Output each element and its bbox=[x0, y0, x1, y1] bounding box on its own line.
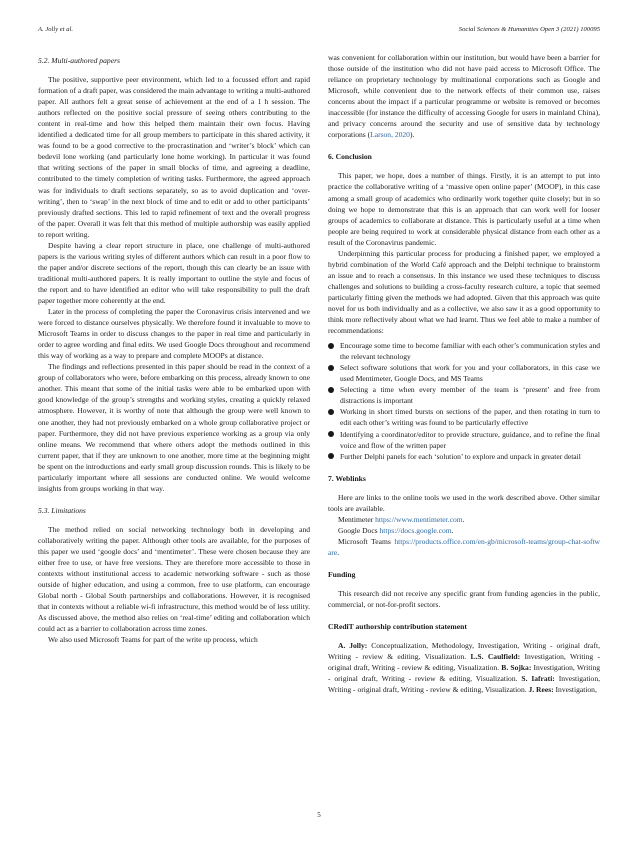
section-5-3-heading: 5.3. Limitations bbox=[38, 505, 86, 515]
weblink-mentimeter: Mentimeter https://www.mentimeter.com. bbox=[338, 514, 465, 524]
header-authors: A. Jolly et al. bbox=[38, 26, 73, 33]
google-docs-link[interactable]: https://docs.google.com bbox=[379, 525, 452, 535]
funding-heading: Funding bbox=[328, 569, 356, 579]
right-column bbox=[328, 52, 600, 695]
credit-heading: CRediT authorship contribution statement bbox=[328, 622, 467, 632]
weblink-google-docs: Google Docs https://docs.google.com. bbox=[338, 525, 454, 535]
page-number: 5 bbox=[317, 811, 321, 819]
list-item: Selecting a time when every member of the team is ‘present’ and free from distractions is important bbox=[328, 384, 600, 406]
credit-statement: A. Jolly: Conceptualization, Methodology, Investigation, Writing - original draft, Writing - review & editing, Visualization. L.S. Caulfield: Investigation, Writing - original draft, Writing - review & editing, Visualization. B. Sojka: Investigation, Writing - original draft, Writing - review & editing, Visualization. S. Iafrati: Investigation, Writing - original draft, Writing - review & editing, Visualization. J. Rees: Investigation, bbox=[328, 641, 601, 695]
paragraph: Here are links to the online tools we used in the work described above. Other similar tools are available. bbox=[328, 492, 600, 513]
bullet-icon bbox=[328, 431, 334, 437]
recommendations-list bbox=[328, 340, 600, 462]
ms-teams-link[interactable]: https://products.office.com/en-gb/microsoft-teams/group-chat-software bbox=[328, 536, 600, 557]
header-journal: Social Sciences & Humanities Open 3 (2021) 100095 bbox=[458, 26, 600, 33]
paragraph: This paper, we hope, does a number of things. Firstly, it is an attempt to put into practice the collaborative writing of a ‘massive open online paper’ (MOOP), in this case among a small group of academics who ordinarily work together quite closely; but in so doing we hope to demonstrate that this is an approach that can work well for looser groups of academics to collaborate at distance. This is particularly useful at a time when people are being required to work at considerable physical distance from each other as a result of the Coronavirus pandemic. bbox=[328, 171, 600, 247]
paragraph: This research did not receive any specific grant from funding agencies in the public, commercial, or not-for-profit sectors. bbox=[328, 589, 600, 610]
paragraph: Underpinning this particular process for producing a finished paper, we employed a hybrid combination of the World Café approach and the Delphi technique to brainstorm an issue and to reach a consensus. In this instance we used these techniques to discuss challenges and solutions to building a cross-faculty research culture, a topic that seemed particularly fitting given the methods we had adopted. Given that this approach was quite novel for us both individually and as a collective, we also saw it as a good opportunity to think more reflectively about what we had learnt. Thus we feel able to make a number of recommendations: bbox=[328, 248, 600, 336]
paragraph: The method relied on social networking technology both in developing and collaboratively writing the paper. Although other tools are available, for the purposes of this paper we used ‘google docs’ and ‘mentimeter’. These were chosen because they are either free to use, or have free versions. They are therefore more accessible to those in contexts without institutional access to academic networking software - such as those outside of higher education, and using a common, free to use platform, can encourage Global north - Global South partnerships and collaborations. However, it is recognised that in contexts without a reliable wi-fi infrastructure, this method would be of less utility. As discussed above, the method also relies on ‘real-time’ editing and collaboration which could act as a barrier to collaboration across time zones. bbox=[38, 524, 310, 634]
bullet-icon bbox=[328, 387, 334, 393]
paragraph: Later in the process of completing the paper the Coronavirus crisis intervened and we were forced to distance ourselves physically. We therefore found it invaluable to move to Microsoft Teams in order to discuss changes to the paper in real time and particularly in order to agree wording and final edits. We used Google Docs throughout and recommend this way of working as a way to prepare and complete MOOPs at distance. bbox=[38, 307, 310, 361]
list-item: Encourage some time to become familiar with each other’s communication styles and the relevant technology bbox=[328, 340, 600, 362]
paragraph-continued: was convenient for collaboration within our institution, but would have been a barrier for those outside of the institution who did not have paid access to Microsoft Office. The reliance on proprietary technology by multinational corporations such as Google and Microsoft, while convenient due to the network effects of their common use, raises concerns about the impact if a particular programme or website is removed or becomes inaccessible (for instance the difficulty of accessing Google for users in mainland China), and privacy concerns around the security and use of sensitive data by technology corporations (Larson, 2020). bbox=[328, 53, 600, 140]
list-item: Further Delphi panels for each ‘solution’ to explore and unpack in greater detail bbox=[328, 451, 600, 462]
bullet-icon bbox=[328, 343, 334, 349]
paragraph: We also used Microsoft Teams for part of the write up process, which bbox=[48, 635, 258, 645]
list-item: Select software solutions that work for you and your collaborators, in this case we used Mentimeter, Google Docs, and MS Teams bbox=[328, 362, 600, 384]
weblink-ms-teams: Microsoft Teams https://products.office.com/en-gb/microsoft-teams/group-chat-software. bbox=[328, 536, 600, 557]
bullet-icon bbox=[328, 409, 334, 415]
mentimeter-link[interactable]: https://www.mentimeter.com bbox=[375, 514, 463, 524]
left-column bbox=[38, 55, 310, 645]
list-item: Working in short timed bursts on sections of the paper, and then rotating in turn to edit each other’s writing was found to be particularly effective bbox=[328, 406, 600, 428]
section-5-2-heading: 5.2. Multi-authored papers bbox=[38, 56, 120, 65]
paragraph: The positive, supportive peer environment, which led to a focussed effort and rapid formation of a draft paper, was considered the main advantage to writing a multi-authored paper. All authors felt a great sense of achievement at the end of a 1 h session. The authors reflected on the positive social pressure of seeing others contributing to the content in real-time and how this helped them maintain their own focus. Having identified a dedicated time for all group members to participate in this shared activity, it was found to be a good corrective to the procrastination and ‘writer’s block’ which can bedevil lone working (and particularly lone home working). In particular it was found that writing sections of the paper in small blocks of time, and agreeing a deadline, contributed to the timely completion of writing tasks. Furthermore, the agreed approach was for individuals to draft sections separately, so as to avoid duplication and ‘over-writing’, then to ‘swap’ in the next block of time and to edit or add to other participants’ previously drafted sections. This led to rapid refinement of text and the overall progress of the paper. Overall it was felt that this method of multiple authorship was easily applied to report writing. bbox=[38, 75, 310, 239]
bullet-icon bbox=[328, 453, 334, 459]
list-item: Identifying a coordinator/editor to provide structure, guidance, and to refine the final voice and flow of the written paper bbox=[328, 429, 600, 451]
paragraph: Despite having a clear report structure in place, one challenge of multi-authored papers is the various writing styles of different authors which can result in a poor flow to the paper and/or discrete sections of the report, though this can clearly be an issue with traditional multi-authored papers. It is really important to outline the style and focus of the report and to have identified an editor who will take responsibility to pull the draft paper together more coherently at the end. bbox=[38, 240, 310, 305]
paragraph: The findings and reflections presented in this paper should be read in the context of a group of collaborators who were, before embarking on this process, already known to one another. This meant that some of the initial tasks were able to be embarked upon with good knowledge of the group’s strengths and working styles, creating a quickly relaxed atmosphere. However, it is worthy of note that although the group were well known to one another, they had not previously embarked on a whole group collaborative project or paper. Furthermore, they did not have previous experience working as a group via only online means. We recommend that where others adopt the methods outlined in this current paper, that if they are unknown to one another, more time at the beginning might be spent on the introductions and early small group discussion rounds. This is likely to be particularly important where all sessions are conducted online. We would welcome insights from groups working in that way. bbox=[38, 362, 310, 493]
bullet-icon bbox=[328, 365, 334, 371]
citation-link[interactable]: Larson, 2020 bbox=[370, 130, 410, 140]
section-7-heading: 7. Weblinks bbox=[328, 473, 366, 483]
section-6-heading: 6. Conclusion bbox=[328, 152, 372, 162]
